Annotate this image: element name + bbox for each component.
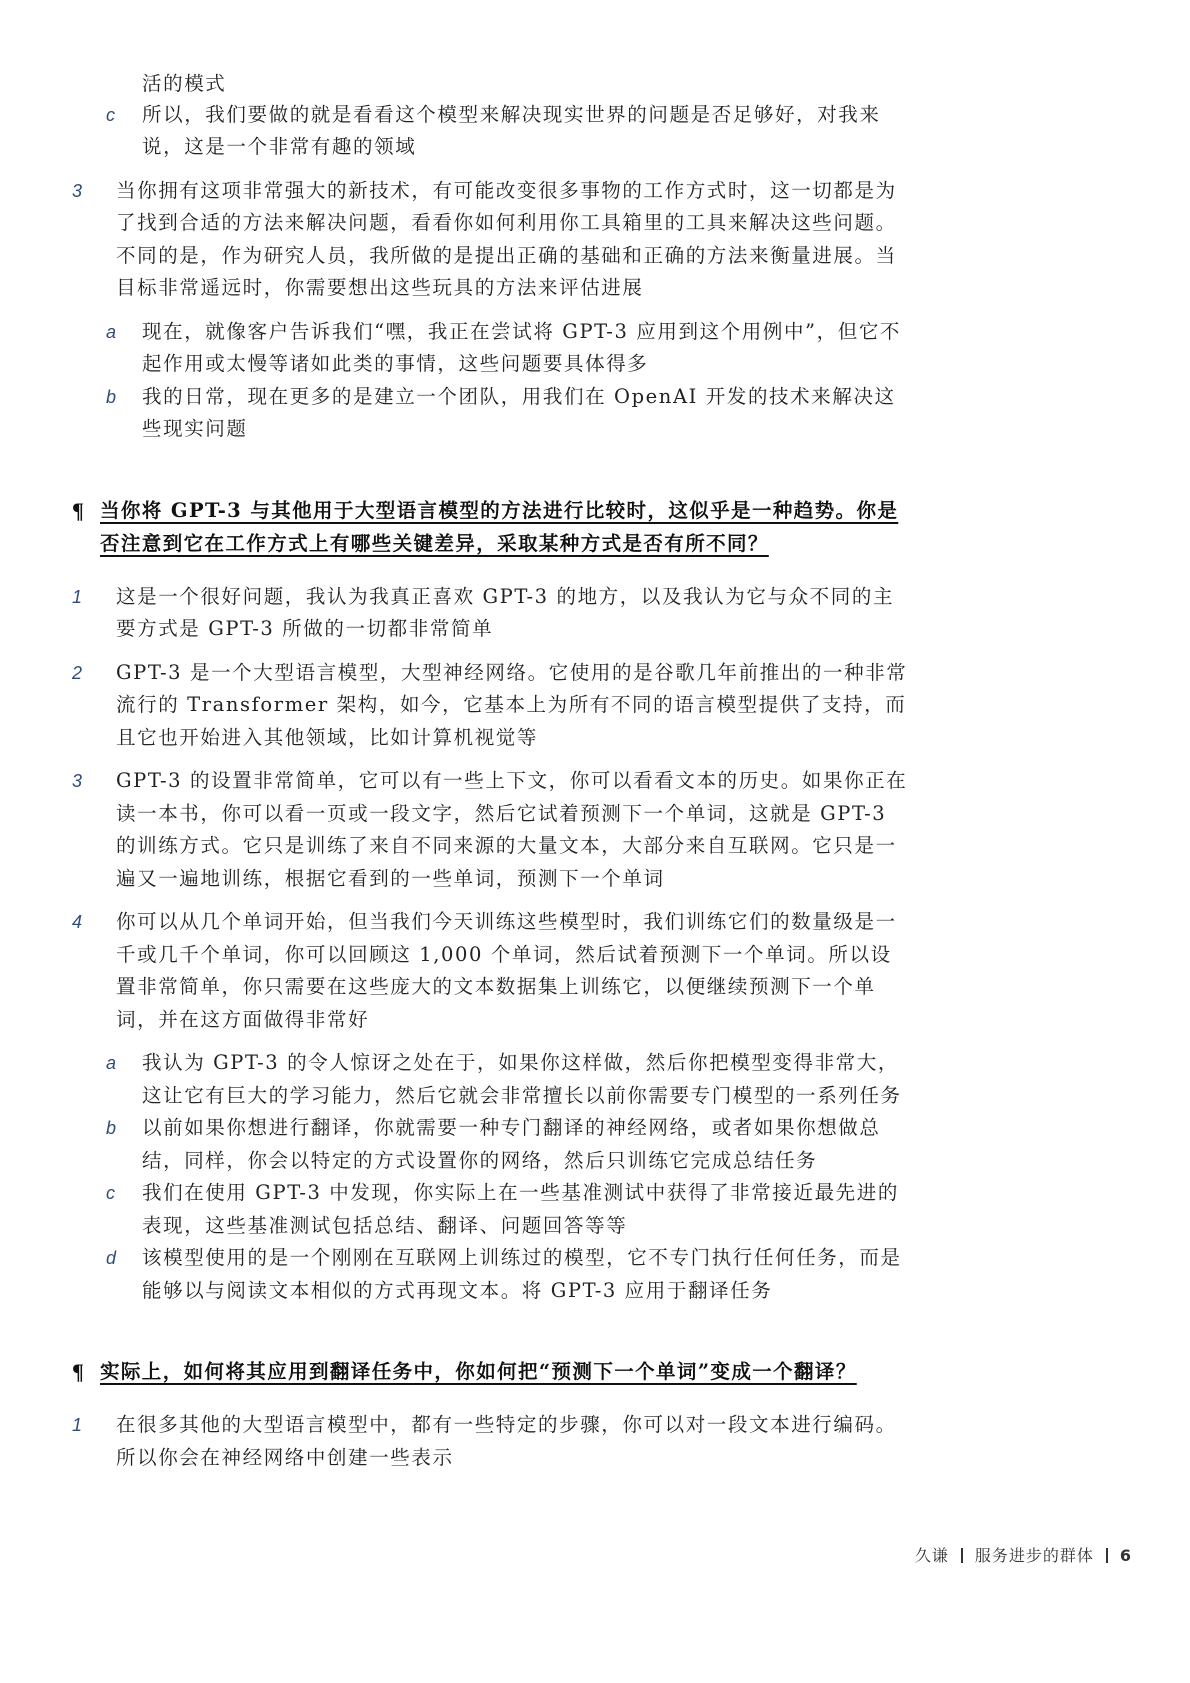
list-item [60, 1177, 910, 1242]
item-text: 这是一个很好问题，我认为我真正喜欢 GPT-3 的地方，以及我认为它与众不同的主要方式是 GPT-3 所做的一切都非常简单 [116, 584, 895, 640]
heading-text: 当你将 GPT-3 与其他用于大型语言模型的方法进行比较时，这似乎是一种趋势。你是否注意到它在工作方式上有哪些关键差异，采取某种方式是否有所不同？ [100, 498, 899, 555]
item-marker: 4 [72, 912, 83, 932]
item-text: GPT-3 是一个大型语言模型，大型神经网络。它使用的是谷歌几年前推出的一种非常流行的 Transformer 架构，如今，它基本上为所有不同的语言模型提供了支持，而且它也开始进入其他领域，比如计算机视觉等 [116, 660, 908, 749]
list-item [60, 175, 910, 305]
list-item [60, 1409, 910, 1474]
pilcrow-icon: ¶ [72, 1359, 86, 1384]
footer-tagline: 服务进步的群体 [974, 1546, 1094, 1565]
list-item [60, 657, 910, 755]
list-item [60, 765, 910, 895]
item-text: 我的日常，现在更多的是建立一个团队，用我们在 OpenAI 开发的技术来解决这些现实问题 [142, 384, 896, 440]
item-marker: 1 [72, 586, 83, 607]
item-marker: 2 [72, 662, 83, 683]
list-item [60, 581, 910, 646]
item-marker: 1 [72, 1415, 83, 1435]
footer-divider [961, 1548, 963, 1563]
item-marker: c [106, 1183, 115, 1203]
list-item [60, 68, 910, 101]
item-marker: c [106, 104, 115, 125]
list-item [60, 316, 910, 381]
pilcrow-icon: ¶ [72, 497, 86, 523]
list-item [60, 906, 910, 1036]
item-text: 在很多其他的大型语言模型中，都有一些特定的步骤，你可以对一段文本进行编码。所以你会在神经网络中创建一些表示 [116, 1413, 897, 1469]
footer-brand: 久谦 [914, 1546, 949, 1565]
item-text: 你可以从几个单词开始，但当我们今天训练这些模型时，我们训练它们的数量级是一千或几千个单词，你可以回顾这 1,000 个单词，然后试着预测下一个单词。所以设置非常简单，你只需要在这些庞大的文本数据集上训练它，以便继续预测下一个单词，并在这方面做得非常好 [116, 910, 897, 1031]
section-heading [60, 494, 910, 560]
item-text: 我们在使用 GPT-3 中发现，你实际上在一些基准测试中获得了非常接近最先进的表现，这些基准测试包括总结、翻译、问题回答等等 [142, 1181, 899, 1237]
list-item [60, 381, 910, 446]
item-marker: a [106, 321, 117, 342]
section-heading [60, 1355, 910, 1388]
item-text: 当你拥有这项非常强大的新技术，有可能改变很多事物的工作方式时，这一切都是为了找到合适的方法来解决问题，看看你如何利用你工具箱里的工具来解决这些问题。不同的是，作为研究人员，我所做的是提出正确的基础和正确的方法来衡量进展。当目标非常遥远时，你需要想出这些玩具的方法来评估进展 [116, 178, 897, 299]
page-number: 6 [1119, 1546, 1132, 1565]
item-marker: b [106, 386, 117, 407]
item-marker: d [106, 1248, 117, 1268]
item-marker: b [106, 1118, 117, 1138]
item-text: 我认为 GPT-3 的令人惊讶之处在于，如果你这样做，然后你把模型变得非常大，这让它有巨大的学习能力，然后它就会非常擅长以前你需要专门模型的一系列任务 [142, 1051, 902, 1107]
item-text: 以前如果你想进行翻译，你就需要一种专门翻译的神经网络，或者如果你想做总结，同样，你会以特定的方式设置你的网络，然后只训练它完成总结任务 [142, 1116, 881, 1172]
page-content [60, 68, 910, 1474]
item-text: 该模型使用的是一个刚刚在互联网上训练过的模型，它不专门执行任何任务，而是能够以与阅读文本相似的方式再现文本。将 GPT-3 应用于翻译任务 [142, 1246, 902, 1302]
footer-divider [1106, 1548, 1108, 1563]
list-item [60, 1242, 910, 1307]
list-item [60, 99, 910, 164]
page-footer [915, 1543, 1132, 1566]
item-text: GPT-3 的设置非常简单，它可以有一些上下文，你可以看看文本的历史。如果你正在读一本书，你可以看一页或一段文字，然后它试着预测下一个单词，这就是 GPT-3 的训练方式。它只是训练了来自不同来源的大量文本，大部分来自互联网。它只是一遍又一遍地训练，根据它看到的一些单词，预测下一个单词 [116, 769, 908, 890]
item-text: 活的模式 [142, 72, 227, 95]
item-marker: 3 [72, 771, 83, 791]
item-text: 所以，我们要做的就是看看这个模型来解决现实世界的问题是否足够好，对我来说，这是一个非常有趣的领域 [142, 102, 881, 158]
list-item [60, 1112, 910, 1177]
list-item [60, 1047, 910, 1112]
item-marker: 3 [72, 180, 83, 201]
heading-text: 实际上，如何将其应用到翻译任务中，你如何把“预测下一个单词”变成一个翻译？ [100, 1360, 857, 1383]
item-text: 现在，就像客户告诉我们“嘿，我正在尝试将 GPT-3 应用到这个用例中”，但它不起作用或太慢等诸如此类的事情，这些问题要具体得多 [142, 319, 902, 375]
item-marker: a [106, 1053, 117, 1073]
